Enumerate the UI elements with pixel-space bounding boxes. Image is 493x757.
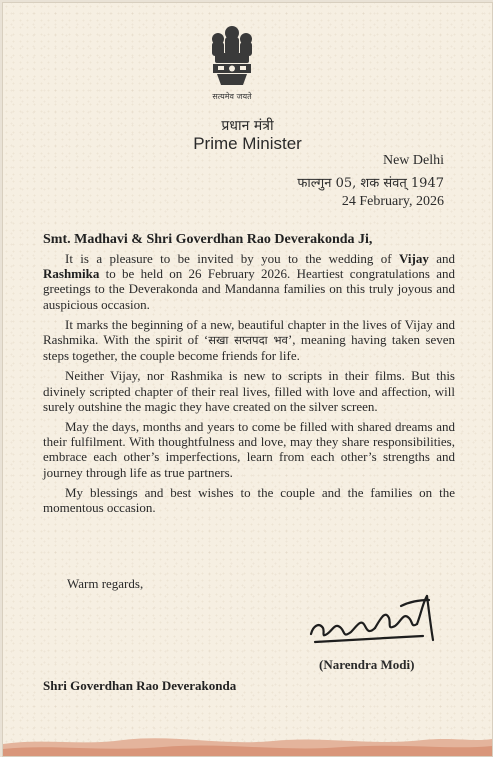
state-emblem-icon [209, 23, 255, 105]
saka-date: फाल्गुन 05, शक संवत् 1947 [297, 176, 444, 191]
svg-text:सत्यमेव जयते: सत्यमेव जयते [212, 92, 252, 101]
paragraph-2: It marks the beginning of a new, beautiful chapter in the lives of Vijay and Rashmika. With the spirit of ‘सखा सप्तपदा भव’, meaning having taken seven steps together, the couple become friends for life. [43, 316, 456, 364]
letter-date: 24 February, 2026 [341, 194, 444, 209]
place: New Delhi [382, 153, 444, 168]
decorative-border [3, 716, 492, 756]
paragraph-5: My blessings and best wishes to the couple and the families on the momentous occasion. [43, 484, 455, 516]
signature-icon [305, 588, 445, 650]
salutation: Smt. Madhavi & Shri Goverdhan Rao Deverakonda Ji, [43, 232, 373, 247]
paragraph-1: It is a pleasure to be invited by you to the wedding of Vijay and Rashmika to be held on 26 February 2026. Heartiest congratulations and greetings to the Deverakonda and Mandanna families on this truly joyous and auspicious occasion. [43, 251, 455, 312]
letter-page [2, 2, 493, 757]
paragraph-3: Neither Vijay, nor Rashmika is new to scripts in their films. But this divinely scripted chapter of their real lives, filled with love and affection, will surely outshine the magic they have created on the silver screen. [43, 368, 455, 414]
closing: Warm regards, [67, 576, 144, 591]
title-english: Prime Minister [193, 134, 302, 153]
letter-body [43, 251, 455, 520]
paragraph-4: May the days, months and years to come be filled with shared dreams and their fulfilment. With thoughtfulness and love, may they share responsibilities, embrace each other’s imperfections, learn from each other’s strengths and journey through life as true partners. [43, 419, 455, 480]
signer-name: (Narendra Modi) [319, 657, 415, 672]
addressee: Shri Goverdhan Rao Deverakonda [43, 678, 237, 693]
title-hindi: प्रधान मंत्री [221, 118, 274, 134]
